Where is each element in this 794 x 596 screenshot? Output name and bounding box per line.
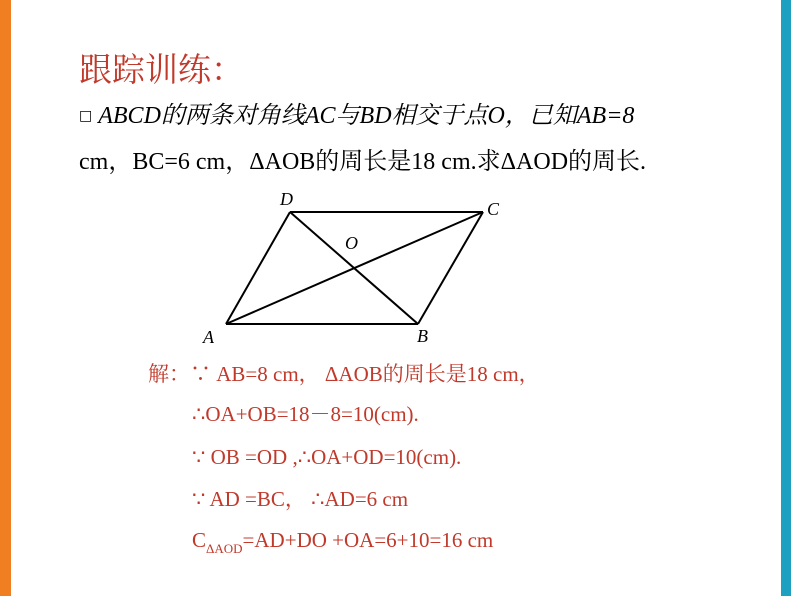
diagonal-bd [290,212,418,324]
label-b: B [417,326,428,346]
label-c: C [487,199,500,219]
solution-line-3: ∵ OB =OD ,∴OA+OD=10(cm). [192,445,462,469]
solution-line-1: 解：∵ AB=8 cm， ΔAOB的周长是18 cm， [148,362,540,386]
perimeter-result: =AD+DO +OA=6+10=16 cm [242,528,494,552]
parallelogram-symbol-icon: □ [79,108,93,124]
problem-text-1: ABCD的两条对角线AC与BD相交于点O，已知AB=8 [98,103,635,129]
side-da [226,212,290,324]
solution-line-4: ∵ AD =BC， ∴AD=6 cm [192,487,409,511]
solution-line-5 [192,527,493,562]
perimeter-subscript: ΔAOD [206,541,243,556]
perimeter-symbol: C [192,528,207,552]
label-a: A [203,327,214,347]
label-o: O [345,233,358,253]
label-d: D [280,189,293,209]
side-bc [418,212,483,324]
slide-title: 跟踪训练： [79,50,244,89]
solution-line-2: ∴OA+OB=18－8=10(cm). [192,402,419,426]
problem-line-2: cm，BC=6 cm，ΔAOB的周长是18 cm.求ΔAOD的周长. [79,149,647,175]
